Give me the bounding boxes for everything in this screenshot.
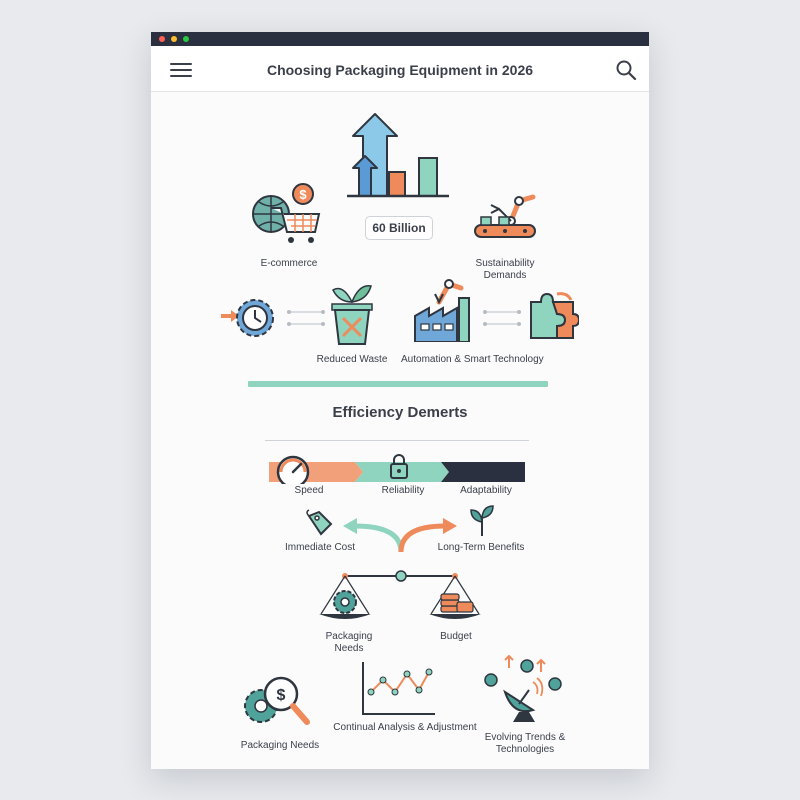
ecommerce-label: E-commerce — [260, 258, 318, 269]
growth-chart-icon — [347, 110, 451, 198]
svg-text:$: $ — [299, 187, 307, 202]
plant-bin-icon — [329, 280, 375, 346]
puzzle-icon — [527, 292, 579, 342]
reduced-waste-label: Reduced Waste — [316, 354, 388, 365]
long-term-benefits-label: Long-Term Benefits — [437, 542, 525, 553]
factory-robot-icon — [413, 278, 475, 342]
price-tag-icon — [303, 508, 335, 538]
connector-right-icon — [481, 308, 523, 328]
close-dot[interactable] — [159, 36, 165, 42]
gear-magnifier-icon — [241, 672, 313, 734]
immediate-cost-label: Immediate Cost — [284, 542, 356, 553]
page-title: Choosing Packaging Equipment in 2026 — [266, 62, 534, 78]
app-window — [151, 32, 649, 769]
automation-label: Automation & Smart Technology — [401, 354, 544, 365]
reliability-label: Reliability — [381, 485, 425, 496]
speed-label: Speed — [294, 485, 324, 496]
minimize-dot[interactable] — [171, 36, 177, 42]
trends-satellite-icon — [481, 654, 565, 724]
sprout-icon — [467, 504, 497, 538]
packaging-needs-label: Packaging Needs — [240, 740, 320, 751]
efficiency-bar — [265, 454, 527, 484]
maximize-dot[interactable] — [183, 36, 189, 42]
budget-label: Budget — [440, 631, 472, 642]
continual-analysis-label: Continual Analysis & Adjustment — [333, 722, 477, 733]
section-heading: Efficiency Demerts — [332, 404, 468, 421]
heading-underline — [265, 440, 529, 441]
connector-left-icon — [285, 308, 327, 328]
packaging-needs-scale-label: Packaging Needs — [325, 631, 373, 654]
gear-clock-icon — [219, 294, 281, 346]
svg-text:$: $ — [276, 687, 286, 704]
app-header — [151, 46, 649, 92]
title-bar — [151, 32, 649, 46]
line-chart-icon — [359, 660, 437, 718]
evolving-trends-label: Evolving Trends & Technologies — [484, 732, 566, 755]
adaptability-label: Adaptability — [460, 485, 512, 496]
search-icon[interactable] — [615, 59, 637, 81]
balance-scale-icon — [317, 568, 483, 624]
section-divider — [248, 381, 548, 387]
market-stat-badge: 60 Billion — [365, 216, 433, 240]
ecommerce-cart-icon — [251, 182, 323, 252]
robot-arm-conveyor-icon — [471, 187, 543, 249]
sustainability-label: Sustainability Demands — [475, 258, 535, 281]
